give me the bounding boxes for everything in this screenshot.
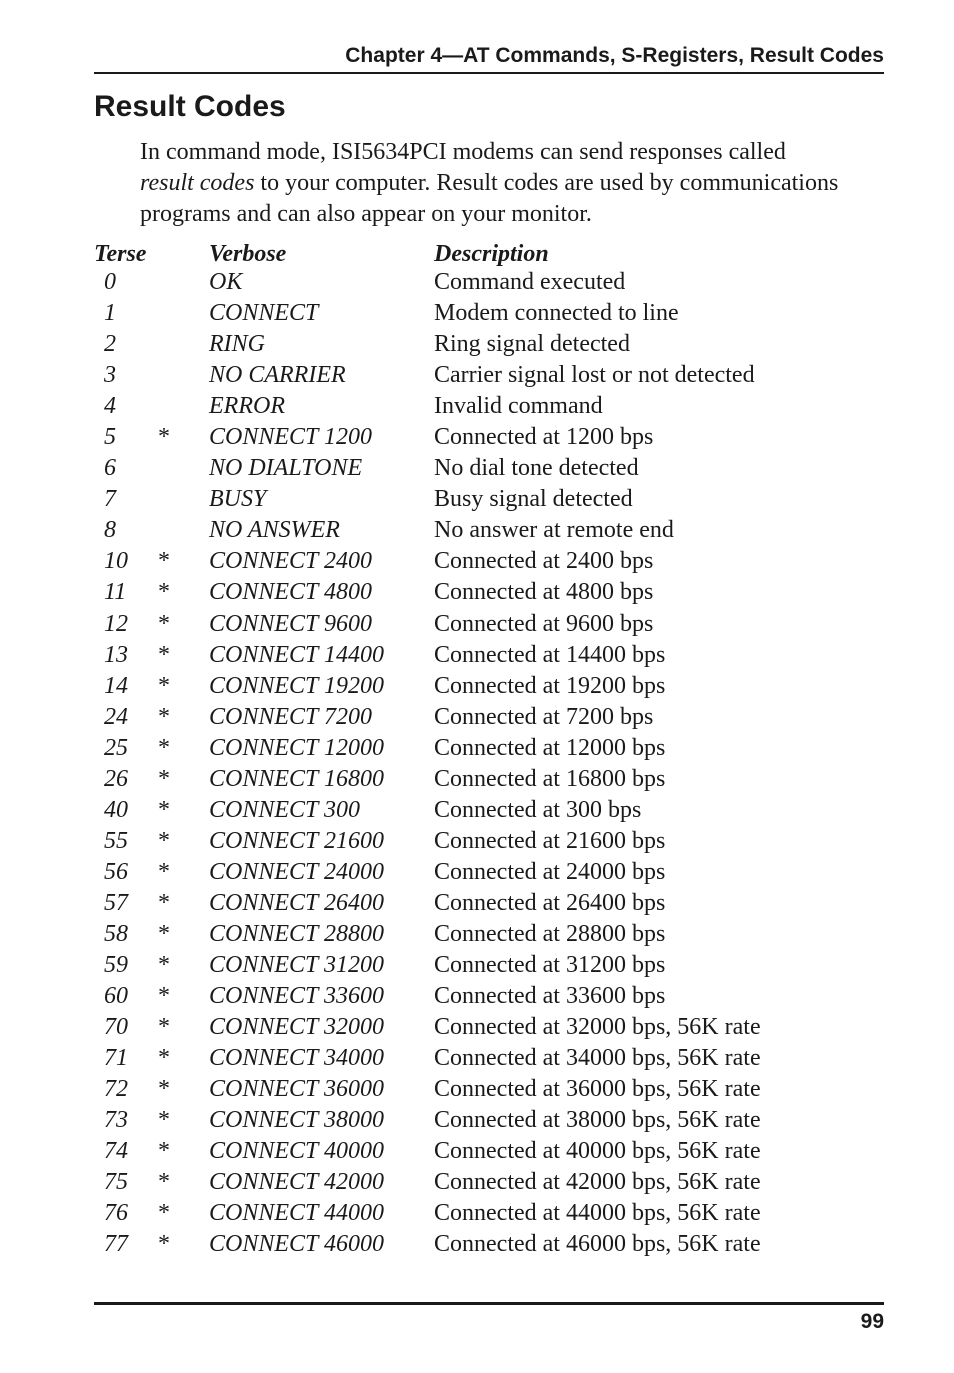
- table-row: [94, 857, 854, 888]
- table-row: [94, 795, 854, 826]
- table-row: [94, 484, 854, 515]
- connect-flag: *: [158, 827, 170, 854]
- table-row: [94, 1167, 854, 1198]
- connect-flag: *: [158, 1014, 170, 1041]
- table-row: [94, 1074, 854, 1105]
- description: Connected at 1200 bps: [434, 424, 654, 451]
- verbose-code: CONNECT 42000: [209, 1169, 384, 1196]
- description: Connected at 31200 bps: [434, 952, 666, 979]
- connect-flag: *: [158, 703, 170, 730]
- verbose-code: CONNECT 40000: [209, 1138, 384, 1165]
- terse-code: 7: [104, 486, 116, 513]
- intro-text-end: to your computer. Result codes are used by communications programs and can also appear on your monitor.: [140, 170, 839, 227]
- terse-code: 58: [104, 920, 128, 947]
- description: Connected at 32000 bps, 56K rate: [434, 1014, 761, 1041]
- verbose-code: NO ANSWER: [209, 517, 340, 544]
- verbose-code: CONNECT 2400: [209, 548, 372, 575]
- description: Connected at 38000 bps, 56K rate: [434, 1107, 761, 1134]
- table-row: [94, 702, 854, 733]
- terse-code: 59: [104, 952, 128, 979]
- connect-flag: *: [158, 920, 170, 947]
- description: Connected at 21600 bps: [434, 827, 666, 854]
- intro-text-start: In command mode, ISI5634PCI modems can send responses called: [140, 139, 786, 165]
- terse-code: 55: [104, 827, 128, 854]
- verbose-code: CONNECT 7200: [209, 703, 372, 730]
- table-row: [94, 671, 854, 702]
- intro-italic-term: result codes: [140, 170, 255, 196]
- description: Connected at 14400 bps: [434, 641, 666, 668]
- connect-flag: *: [158, 548, 170, 575]
- verbose-code: CONNECT 26400: [209, 889, 384, 916]
- footer-rule: [94, 1302, 884, 1305]
- table-row: [94, 981, 854, 1012]
- intro-paragraph: [140, 137, 860, 230]
- description: Ring signal detected: [434, 331, 630, 358]
- terse-code: 5: [104, 424, 116, 451]
- section-title: Result Codes: [94, 90, 286, 123]
- description: Connected at 2400 bps: [434, 548, 654, 575]
- description: Connected at 42000 bps, 56K rate: [434, 1169, 761, 1196]
- terse-code: 25: [104, 734, 128, 761]
- connect-flag: *: [158, 1107, 170, 1134]
- table-row: [94, 1043, 854, 1074]
- terse-code: 57: [104, 889, 128, 916]
- verbose-code: CONNECT 34000: [209, 1045, 384, 1072]
- verbose-code: CONNECT 32000: [209, 1014, 384, 1041]
- table-row: [94, 329, 854, 360]
- description: Busy signal detected: [434, 486, 633, 513]
- verbose-code: CONNECT 4800: [209, 579, 372, 606]
- connect-flag: *: [158, 765, 170, 792]
- description: Connected at 26400 bps: [434, 889, 666, 916]
- terse-code: 76: [104, 1200, 128, 1227]
- connect-flag: *: [158, 983, 170, 1010]
- verbose-code: CONNECT 12000: [209, 734, 384, 761]
- terse-code: 26: [104, 765, 128, 792]
- terse-code: 71: [104, 1045, 128, 1072]
- connect-flag: *: [158, 889, 170, 916]
- terse-code: 11: [104, 579, 127, 606]
- verbose-code: CONNECT 16800: [209, 765, 384, 792]
- table-body: [94, 267, 854, 1261]
- terse-code: 14: [104, 672, 128, 699]
- chapter-header: Chapter 4—AT Commands, S-Registers, Result Codes: [345, 44, 884, 67]
- description: Connected at 40000 bps, 56K rate: [434, 1138, 761, 1165]
- terse-code: 8: [104, 517, 116, 544]
- description: Connected at 28800 bps: [434, 920, 666, 947]
- verbose-code: ERROR: [209, 393, 285, 420]
- description: Connected at 300 bps: [434, 796, 642, 823]
- verbose-code: CONNECT 28800: [209, 920, 384, 947]
- table-row: [94, 453, 854, 484]
- table-header-row: [94, 239, 854, 267]
- description: Connected at 36000 bps, 56K rate: [434, 1076, 761, 1103]
- verbose-code: CONNECT 1200: [209, 424, 372, 451]
- table-row: [94, 1012, 854, 1043]
- verbose-code: CONNECT 44000: [209, 1200, 384, 1227]
- header-rule: [94, 72, 884, 74]
- description: Modem connected to line: [434, 300, 679, 327]
- terse-code: 2: [104, 331, 116, 358]
- table-row: [94, 360, 854, 391]
- verbose-code: OK: [209, 269, 243, 295]
- connect-flag: *: [158, 796, 170, 823]
- verbose-code: CONNECT 300: [209, 796, 360, 823]
- connect-flag: *: [158, 858, 170, 885]
- table-row: [94, 515, 854, 546]
- connect-flag: *: [158, 672, 170, 699]
- verbose-code: BUSY: [209, 486, 267, 513]
- table-row: [94, 1136, 854, 1167]
- description: Carrier signal lost or not detected: [434, 362, 755, 389]
- description: Connected at 12000 bps: [434, 734, 666, 761]
- description: Connected at 44000 bps, 56K rate: [434, 1200, 761, 1227]
- connect-flag: *: [158, 641, 170, 668]
- terse-code: 56: [104, 858, 128, 885]
- description: Connected at 46000 bps, 56K rate: [434, 1231, 761, 1258]
- table-row: [94, 764, 854, 795]
- table-row: [94, 1105, 854, 1136]
- terse-code: 1: [104, 300, 116, 327]
- column-header-terse: Terse: [94, 241, 147, 267]
- terse-code: 74: [104, 1138, 128, 1165]
- connect-flag: *: [158, 1138, 170, 1165]
- connect-flag: *: [158, 1045, 170, 1072]
- verbose-code: CONNECT 9600: [209, 610, 372, 637]
- verbose-code: CONNECT 38000: [209, 1107, 384, 1134]
- connect-flag: *: [158, 1231, 170, 1258]
- terse-code: 13: [104, 641, 128, 668]
- verbose-code: CONNECT: [209, 300, 319, 327]
- table-row: [94, 640, 854, 671]
- connect-flag: *: [158, 424, 170, 451]
- table-row: [94, 1229, 854, 1260]
- table-row: [94, 919, 854, 950]
- terse-code: 6: [104, 455, 116, 482]
- terse-code: 10: [104, 548, 128, 575]
- description: Command executed: [434, 269, 626, 295]
- page-number: 99: [860, 1310, 884, 1333]
- connect-flag: *: [158, 734, 170, 761]
- verbose-code: CONNECT 33600: [209, 983, 384, 1010]
- table-row: [94, 298, 854, 329]
- connect-flag: *: [158, 1169, 170, 1196]
- table-row: [94, 546, 854, 577]
- description: No dial tone detected: [434, 455, 639, 482]
- table-row: [94, 888, 854, 919]
- terse-code: 77: [104, 1231, 128, 1258]
- description: Connected at 9600 bps: [434, 610, 654, 637]
- verbose-code: CONNECT 36000: [209, 1076, 384, 1103]
- terse-code: 70: [104, 1014, 128, 1041]
- description: Connected at 7200 bps: [434, 703, 654, 730]
- terse-code: 12: [104, 610, 128, 637]
- description: Invalid command: [434, 393, 603, 420]
- verbose-code: RING: [209, 331, 265, 358]
- terse-code: 4: [104, 393, 116, 420]
- terse-code: 0: [104, 269, 116, 295]
- table-row: [94, 733, 854, 764]
- terse-code: 75: [104, 1169, 128, 1196]
- description: No answer at remote end: [434, 517, 674, 544]
- connect-flag: *: [158, 1076, 170, 1103]
- table-row: [94, 950, 854, 981]
- table-row: [94, 609, 854, 640]
- verbose-code: CONNECT 31200: [209, 952, 384, 979]
- connect-flag: *: [158, 1200, 170, 1227]
- description: Connected at 24000 bps: [434, 858, 666, 885]
- terse-code: 73: [104, 1107, 128, 1134]
- verbose-code: CONNECT 21600: [209, 827, 384, 854]
- terse-code: 3: [104, 362, 116, 389]
- verbose-code: CONNECT 24000: [209, 858, 384, 885]
- result-codes-table: [94, 239, 854, 1261]
- terse-code: 24: [104, 703, 128, 730]
- connect-flag: *: [158, 610, 170, 637]
- connect-flag: *: [158, 952, 170, 979]
- table-row: [94, 391, 854, 422]
- terse-code: 72: [104, 1076, 128, 1103]
- verbose-code: NO CARRIER: [209, 362, 346, 389]
- terse-code: 40: [104, 796, 128, 823]
- description: Connected at 34000 bps, 56K rate: [434, 1045, 761, 1072]
- table-row: [94, 267, 854, 298]
- description: Connected at 4800 bps: [434, 579, 654, 606]
- table-row: [94, 422, 854, 453]
- table-row: [94, 577, 854, 608]
- table-row: [94, 826, 854, 857]
- terse-code: 60: [104, 983, 128, 1010]
- connect-flag: *: [158, 579, 170, 606]
- verbose-code: CONNECT 19200: [209, 672, 384, 699]
- column-header-description: Description: [434, 241, 549, 267]
- table-row: [94, 1198, 854, 1229]
- verbose-code: NO DIALTONE: [209, 455, 363, 482]
- verbose-code: CONNECT 46000: [209, 1231, 384, 1258]
- description: Connected at 16800 bps: [434, 765, 666, 792]
- description: Connected at 19200 bps: [434, 672, 666, 699]
- column-header-verbose: Verbose: [209, 241, 287, 267]
- verbose-code: CONNECT 14400: [209, 641, 384, 668]
- description: Connected at 33600 bps: [434, 983, 666, 1010]
